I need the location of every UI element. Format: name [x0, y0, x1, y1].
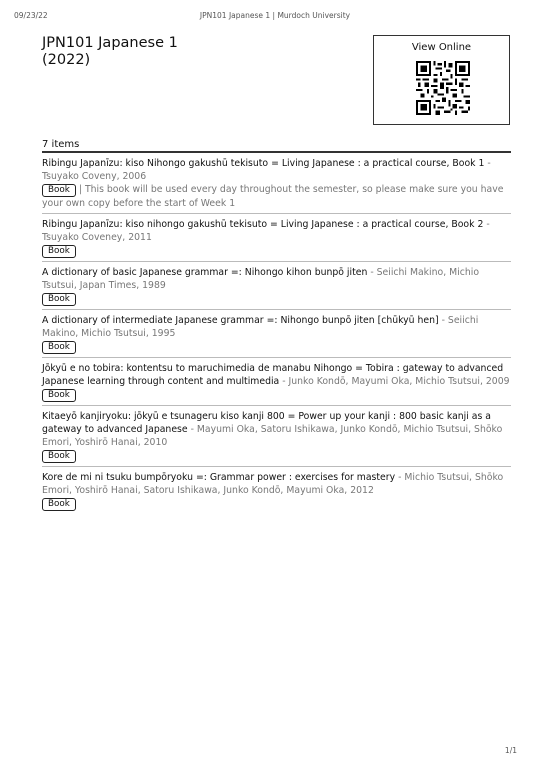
reading-list-title-line1: JPN101 Japanese 1 [42, 35, 178, 51]
print-page-title: JPN101 Japanese 1 | Murdoch University [199, 11, 351, 20]
book-badge: Book [42, 245, 76, 258]
list-item [42, 310, 511, 358]
book-badge: Book [42, 184, 76, 197]
book-badge: Book [42, 389, 76, 402]
list-item [42, 262, 511, 310]
item-title[interactable]: Kitaeyō kanjiryoku: jōkyū e tsunageru kiso kanji 800 = Power up your kanji : 800 basic kanji as a gateway to advanced Japanese [42, 411, 491, 435]
qr-code-icon[interactable] [416, 61, 470, 115]
list-item [42, 358, 511, 406]
list-item [42, 153, 511, 214]
list-item [42, 214, 511, 262]
item-authors: - Mayumi Oka, Satoru Ishikawa, Junko Kondō, Michio Tsutsui, Shōko Emori, Yoshirō Hanai, 2010 [42, 424, 503, 448]
item-title[interactable]: A dictionary of basic Japanese grammar =: Nihongo kihon bunpō jiten [42, 267, 368, 278]
book-badge: Book [42, 450, 76, 463]
item-title[interactable]: Jōkyū e no tobira: kontentsu to maruchimedia de manabu Nihongo = Tobira : gateway to advanced Japanese learning through content and multimedia [42, 363, 504, 387]
list-item [42, 467, 511, 514]
item-title[interactable]: Kore de mi ni tsuku bumpōryoku =: Grammar power : exercises for mastery [42, 472, 396, 483]
print-date: 09/23/22 [14, 11, 48, 20]
book-badge: Book [42, 498, 76, 511]
item-note: | This book will be used every day throughout the semester, so please make sure you have your own copy before the start of Week 1 [42, 184, 504, 209]
book-badge: Book [42, 341, 76, 354]
item-authors: - Michio Tsutsui, Shōko Emori, Yoshirō Hanai, Satoru Ishikawa, Junko Kondō, Mayumi Oka, 2012 [42, 472, 504, 496]
item-authors: - Tsuyako Coveny, 2006 [42, 158, 491, 182]
item-authors: - Seiichi Makino, Michio Tsutsui, Japan Times, 1989 [42, 267, 480, 291]
reading-list-title-line2: (2022) [42, 52, 91, 68]
reading-list-title [42, 35, 178, 69]
book-badge: Book [42, 293, 76, 306]
print-header [14, 11, 536, 23]
item-authors: - Junko Kondō, Mayumi Oka, Michio Tsutsui, 2009 [279, 376, 510, 387]
item-title[interactable]: Ribingu Japanīzu: kiso nihongo gakushū tekisuto = Living Japanese : a practical course, Book 2 [42, 219, 484, 230]
item-title[interactable]: Ribingu Japanīzu: kiso Nihongo gakushū tekisuto = Living Japanese : a practical course, Book 1 [42, 158, 485, 169]
item-title[interactable]: A dictionary of intermediate Japanese grammar =: Nihongo bunpō jiten [chūkyū hen] [42, 315, 439, 326]
reading-list-items [42, 153, 511, 514]
item-count: 7 items [42, 139, 80, 150]
item-authors: - Seiichi Makino, Michio Tsutsui, 1995 [42, 315, 479, 339]
view-online-label[interactable]: View Online [411, 42, 472, 53]
list-item [42, 406, 511, 467]
view-online-box[interactable] [373, 35, 510, 125]
item-authors: - Tsuyako Coveney, 2011 [42, 219, 490, 243]
page-number: 1/1 [504, 746, 517, 755]
